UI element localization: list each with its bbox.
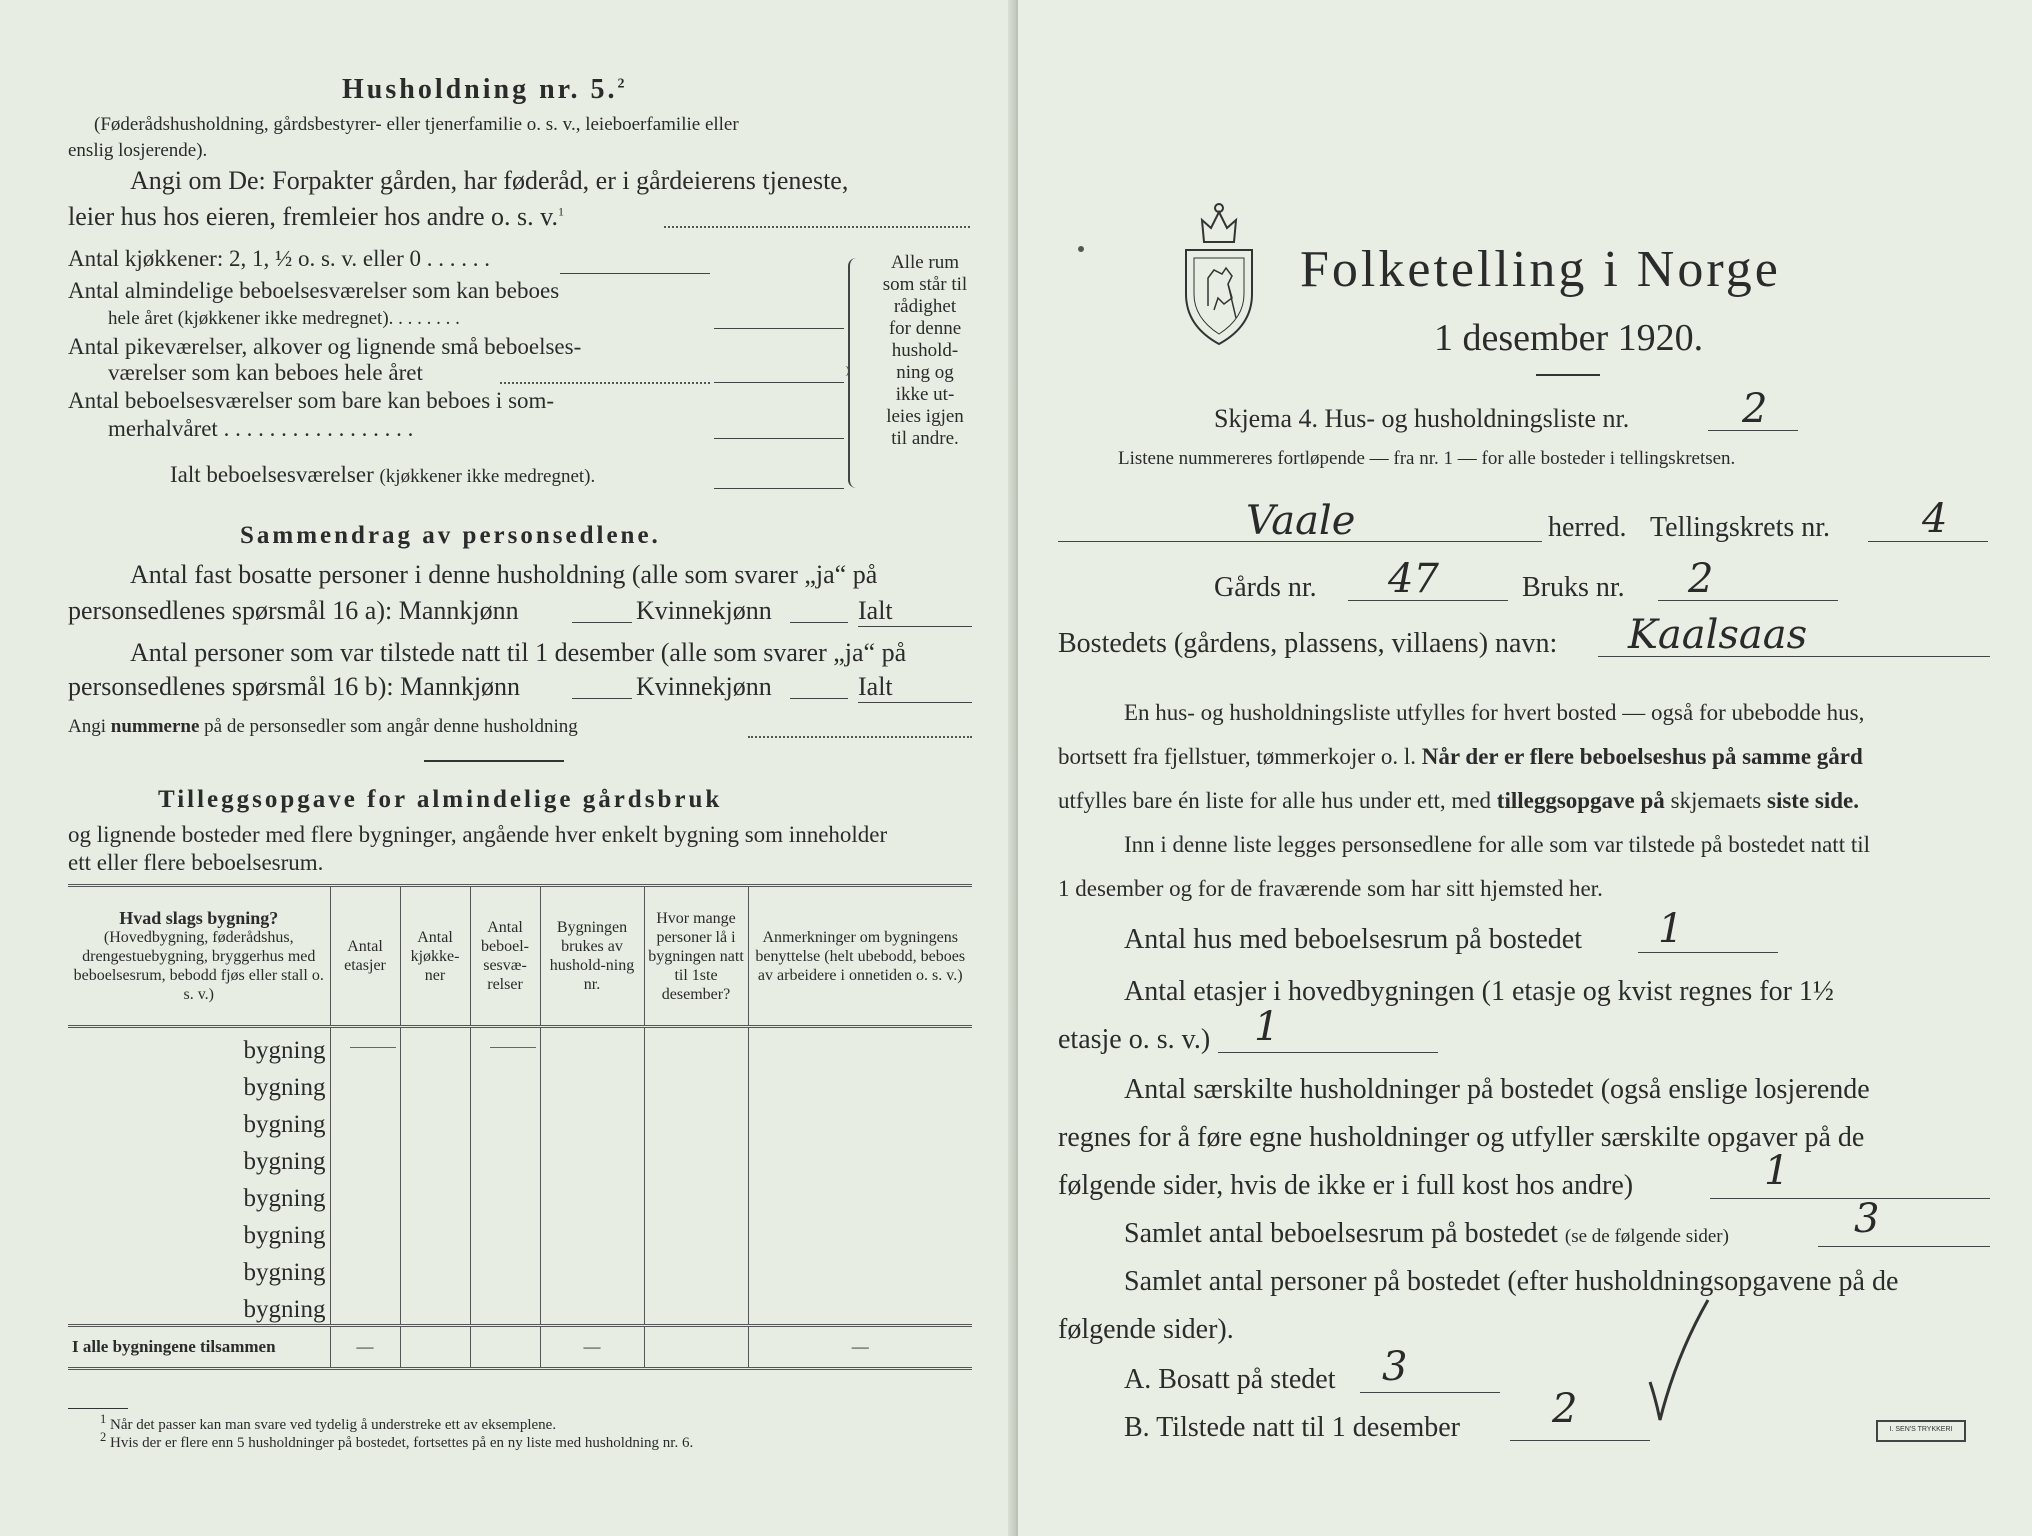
present-line2: personsedlenes spørsmål 16 b): Mannkjønn <box>68 672 521 701</box>
buildings-table <box>68 884 972 1370</box>
households-answer-line <box>1710 1198 1990 1199</box>
brace-note: Alle rum som står til rådighet for denne hushold- ning og ikke ut- leies igjen til andre. <box>882 252 968 449</box>
bullet-dot <box>1078 246 1084 252</box>
resident-a-label: A. Bosatt på stedet <box>1124 1364 1336 1395</box>
resident-female-label: Kvinnekjønn <box>636 596 772 625</box>
ordinary-rooms-line2: hele året (kjøkkener ikke medregnet). . . . . . . . <box>108 308 460 329</box>
floors-answer-line <box>1218 1052 1438 1053</box>
table-row <box>68 1065 972 1102</box>
households-line1: Antal særskilte husholdninger på bostedet (også enslige losjerende <box>1124 1074 1870 1105</box>
household-title: Husholdning nr. 5.$^2$ <box>342 74 628 105</box>
ask-line2: leier hus hos eieren, fremleier hos andre o. s. v.$^1$ <box>68 202 564 231</box>
right-page <box>1018 0 2032 1536</box>
total-rooms-answer-line <box>714 488 844 489</box>
rooms-value: 3 <box>1854 1196 1880 1242</box>
section-divider <box>424 760 564 762</box>
present-b-value: 2 <box>1552 1386 1578 1432</box>
brace <box>848 258 864 488</box>
herred-label: herred. <box>1548 512 1627 543</box>
schema-value: 2 <box>1742 386 1768 432</box>
left-page <box>0 0 1014 1536</box>
summer-rooms-line1: Antal beboelsesværelser som bare kan beboes i som- <box>68 388 555 413</box>
rooms-label: Samlet antal beboelsesrum på bostedet (se de følgende sider) <box>1124 1218 1729 1249</box>
floors-line2: etasje o. s. v.) <box>1058 1024 1211 1055</box>
table-row <box>68 1287 972 1326</box>
row-label: bygning <box>243 1222 326 1249</box>
household-note-line2: enslig losjerende). <box>68 140 208 161</box>
present-female-label: Kvinnekjønn <box>636 672 772 701</box>
resident-a-value: 3 <box>1382 1344 1408 1390</box>
resident-a-answer-line <box>1360 1392 1500 1393</box>
resident-line2: personsedlenes spørsmål 16 a): Mannkjønn <box>68 596 519 625</box>
printer-stamp: I. SEN'S TRYKKERI <box>1876 1420 1966 1442</box>
maid-rooms-dots <box>500 382 710 384</box>
present-total-label: Ialt <box>858 672 893 701</box>
row-label: bygning <box>243 1111 326 1138</box>
form-date: 1 desember 1920. <box>1434 317 1704 359</box>
info-line4: Inn i denne liste legges personsedlene for alle som var tilstede på bostedet natt til <box>1124 832 1871 857</box>
info-line5: 1 desember og for de fraværende som har sitt hjemsted her. <box>1058 876 1603 901</box>
resident-total-line <box>858 626 972 627</box>
table-header-row <box>68 886 972 1027</box>
total-row-label: I alle bygningene tilsammen <box>68 1326 330 1369</box>
houses-answer-line <box>1638 952 1778 953</box>
persons-line2: følgende sider). <box>1058 1314 1234 1345</box>
footnote-1: $^1$ Når det passer kan man svare ved tydelig å understreke ett av eksemplene. <box>100 1412 557 1433</box>
title-divider <box>1536 374 1600 376</box>
households-line2: regnes for å føre egne husholdninger og utfyller særskilte opgaver på de <box>1058 1122 1865 1153</box>
ordinary-rooms-line1: Antal almindelige beboelsesværelser som kan beboes <box>68 278 560 303</box>
numbers-dotted-line <box>748 736 972 738</box>
gard-label: Gårds nr. <box>1214 572 1317 603</box>
info-line1: En hus- og husholdningsliste utfylles for hvert bosted — også for ubebodde hus, <box>1124 700 1865 725</box>
footnote-rule <box>68 1408 128 1409</box>
bruk-answer-line <box>1658 600 1838 601</box>
footnote-2: $^2$ Hvis der er flere enn 5 husholdninger på bostedet, fortsettes på en ny liste med husholdning nr. 6. <box>100 1430 694 1451</box>
krets-label: Tellingskrets nr. <box>1650 512 1831 543</box>
row-label: bygning <box>243 1037 326 1064</box>
supplement-line2: ett eller flere beboelsesrum. <box>68 850 324 875</box>
krets-value: 4 <box>1922 496 1948 542</box>
kitchens-label: Antal kjøkkener: 2, 1, ½ o. s. v. eller 0 . . . . . . <box>68 246 491 271</box>
herred-value: Vaale <box>1246 498 1356 544</box>
header-building-type: Hvad slags bygning? (Hovedbygning, føderådshus, drengestuebygning, bryggerhus med beboelsesrum, bebodd fjøs eller stall o. s. v.) <box>68 886 330 1027</box>
table-total-row <box>68 1326 972 1369</box>
present-total-line <box>858 702 972 703</box>
ordinary-rooms-answer-line <box>714 328 844 329</box>
resident-female-line <box>790 622 848 623</box>
row-label: bygning <box>243 1185 326 1212</box>
summer-rooms-line2: merhalvåret . . . . . . . . . . . . . . . . . <box>108 416 414 441</box>
supplement-line1: og lignende bosteder med flere bygninger, angående hver enkelt bygning som inneholder <box>68 822 888 847</box>
houses-label: Antal hus med beboelsesrum på bostedet <box>1124 924 1583 955</box>
table-row <box>68 1027 972 1066</box>
bruk-label: Bruks nr. <box>1522 572 1625 603</box>
present-b-label: B. Tilstede natt til 1 desember <box>1124 1412 1460 1443</box>
coat-of-arms-icon <box>1178 198 1260 348</box>
row-label: bygning <box>243 1074 326 1101</box>
info-line2: bortsett fra fjellstuer, tømmerkojer o. l. Når der er flere beboelseshus på samme gård <box>1058 744 1863 769</box>
floors-line1: Antal etasjer i hovedbygningen (1 etasje og kvist regnes for 1½ <box>1124 976 1834 1007</box>
row-label: bygning <box>243 1296 326 1323</box>
gard-value: 47 <box>1388 556 1439 602</box>
header-rooms: Antal beboel-sesvæ-relser <box>470 886 540 1027</box>
resident-male-line <box>572 622 632 623</box>
total-rooms-label: Ialt beboelsesværelser (kjøkkener ikke medregnet). <box>170 462 596 487</box>
table-row <box>68 1139 972 1176</box>
form-title: Folketelling i Norge <box>1300 241 1781 298</box>
floors-value: 1 <box>1254 1004 1280 1050</box>
household-note-line1: (Føderådshusholdning, gårdsbestyrer- eller tjenerfamilie o. s. v., leieboerfamilie eller <box>94 114 739 135</box>
header-kitchens: Antal kjøkke-ner <box>400 886 470 1027</box>
present-b-answer-line <box>1510 1440 1650 1441</box>
households-line3: følgende sider, hvis de ikke er i full kost hos andre) <box>1058 1170 1634 1201</box>
total-floors-dash: — <box>330 1326 400 1369</box>
table-row <box>68 1102 972 1139</box>
table-row <box>68 1250 972 1287</box>
ask-dotted-line <box>664 226 970 228</box>
present-line1: Antal personer som var tilstede natt til 1 desember (alle som svarer „ja“ på <box>130 638 907 667</box>
ask-line1: Angi om De: Forpakter gården, har føderåd, er i gårdeierens tjeneste, <box>130 166 849 195</box>
houses-value: 1 <box>1658 906 1684 952</box>
bosted-label: Bostedets (gårdens, plassens, villaens) navn: <box>1058 628 1558 659</box>
table-row <box>68 1176 972 1213</box>
present-male-line <box>572 698 632 699</box>
resident-total-label: Ialt <box>858 596 893 625</box>
maid-rooms-line1: Antal pikeværelser, alkover og lignende små beboelses- <box>68 334 582 359</box>
kitchens-answer-line <box>560 273 710 274</box>
summer-rooms-answer-line <box>714 438 844 439</box>
supplement-title: Tilleggsopgave for almindelige gårdsbruk <box>158 786 723 813</box>
resident-line1: Antal fast bosatte personer i denne husholdning (alle som svarer „ja“ på <box>130 560 878 589</box>
schema-label: Skjema 4. Hus- og husholdningsliste nr. <box>1214 404 1630 433</box>
numbers-line: Angi nummerne på de personsedler som angår denne husholdning <box>68 716 578 737</box>
header-household: Bygningen brukes av hushold-ning nr. <box>540 886 644 1027</box>
summary-title: Sammendrag av personsedlene. <box>240 522 661 549</box>
table-row <box>68 1213 972 1250</box>
total-household-dash: — <box>540 1326 644 1369</box>
header-remarks: Anmerkninger om bygningens benyttelse (helt ubebodd, beboes av arbeidere i onnetiden o. s. v.) <box>748 886 972 1027</box>
maid-rooms-line2: værelser som kan beboes hele året <box>108 360 423 385</box>
households-value: 1 <box>1764 1148 1790 1194</box>
present-female-line <box>790 698 848 699</box>
persons-line1: Samlet antal personer på bostedet (efter husholdningsopgavene på de <box>1124 1266 1899 1297</box>
header-persons: Hvor mange personer lå i bygningen natt til 1ste desember? <box>644 886 748 1027</box>
checkmark-icon <box>1646 1296 1716 1426</box>
numbering-note: Listene nummereres fortløpende — fra nr. 1 — for alle bosteder i tellingskretsen. <box>1118 448 1736 469</box>
bosted-value: Kaalsaas <box>1628 612 1808 658</box>
header-floors: Antal etasjer <box>330 886 400 1027</box>
row-label: bygning <box>243 1259 326 1286</box>
row-label: bygning <box>243 1148 326 1175</box>
total-remarks-dash: — <box>748 1326 972 1369</box>
rooms-answer-line <box>1818 1246 1990 1247</box>
maid-rooms-answer-line <box>714 382 844 383</box>
bruk-value: 2 <box>1688 556 1714 602</box>
info-line3: utfylles bare én liste for alle hus under ett, med tilleggsopgave på skjemaets siste side. <box>1058 788 1860 813</box>
